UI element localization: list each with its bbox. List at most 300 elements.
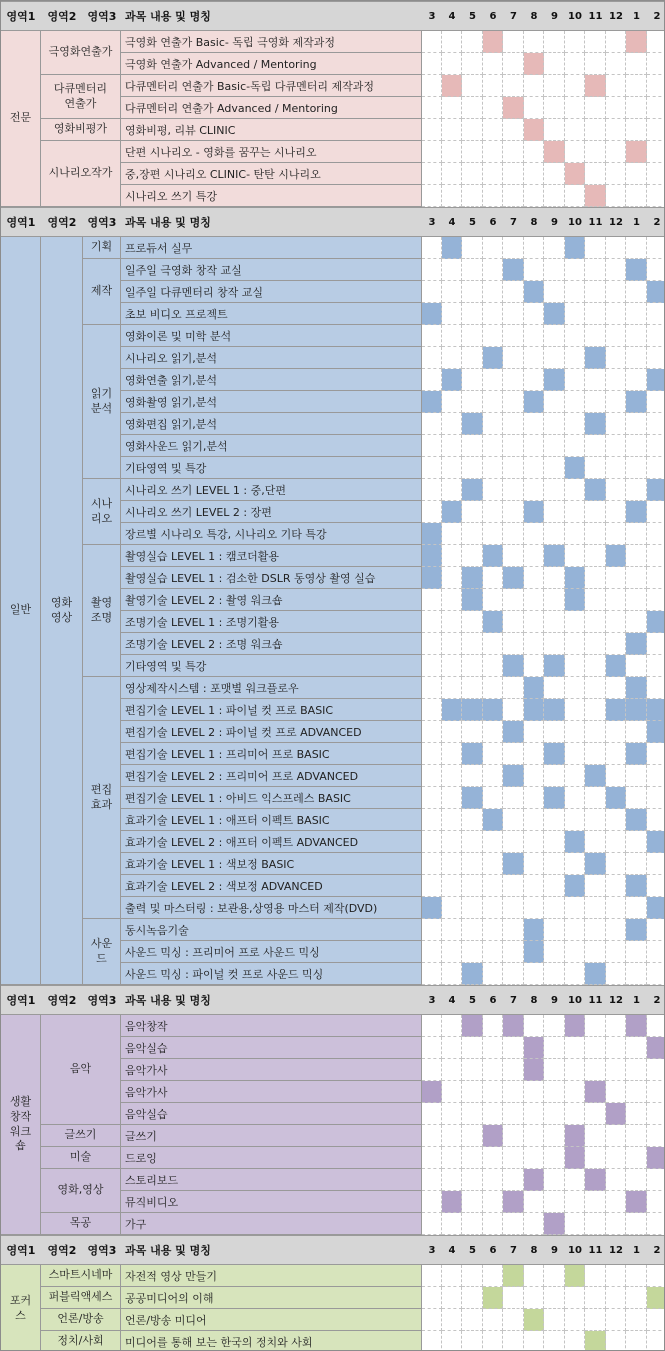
schedule-mark <box>626 259 647 281</box>
schedule-cell <box>647 303 665 325</box>
header-month: 4 <box>448 994 456 1006</box>
schedule-cell <box>442 1037 462 1059</box>
schedule-mark <box>565 589 585 611</box>
area3-label: 사운 드 <box>83 919 121 985</box>
schedule-cell <box>626 185 647 207</box>
header-area2: 영역2 <box>47 216 77 229</box>
schedule-cell <box>462 31 483 53</box>
course-title: 중,장편 시나리오 CLINIC- 탄탄 시나리오 <box>121 163 422 185</box>
area2-label: 영화비평가 <box>41 119 121 141</box>
schedule-cell <box>565 1081 585 1103</box>
schedule-cell <box>647 53 665 75</box>
schedule-cell <box>606 369 626 391</box>
schedule-cell <box>606 1287 626 1309</box>
course-title: 극영화 연출가 Advanced / Mentoring <box>121 53 422 75</box>
schedule-cell <box>565 281 585 303</box>
schedule-cell <box>647 1191 665 1213</box>
schedule-cell <box>503 1125 524 1147</box>
schedule-cell <box>442 303 462 325</box>
schedule-mark <box>606 699 626 721</box>
course-title: 영화비평, 리뷰 CLINIC <box>121 119 422 141</box>
schedule-cell <box>422 1265 442 1287</box>
schedule-cell <box>647 809 665 831</box>
schedule-cell <box>606 1015 626 1037</box>
schedule-cell <box>524 259 544 281</box>
schedule-cell <box>524 589 544 611</box>
schedule-cell <box>462 1265 483 1287</box>
schedule-cell <box>544 809 565 831</box>
schedule-cell <box>544 119 565 141</box>
schedule-cell <box>503 677 524 699</box>
schedule-cell <box>626 369 647 391</box>
schedule-cell <box>544 1287 565 1309</box>
schedule-cell <box>462 1287 483 1309</box>
schedule-cell <box>462 53 483 75</box>
schedule-cell <box>626 1103 647 1125</box>
schedule-cell <box>626 1331 647 1351</box>
area3-label: 기획 <box>83 237 121 259</box>
header-month: 11 <box>588 994 603 1006</box>
area2-label: 영화 영상 <box>41 237 83 985</box>
area1-label: 전문 <box>1 31 41 207</box>
course-title: 초보 비디오 프로젝트 <box>121 303 422 325</box>
schedule-cell <box>483 479 503 501</box>
schedule-cell <box>442 457 462 479</box>
schedule-cell <box>503 479 524 501</box>
schedule-cell <box>647 853 665 875</box>
schedule-mark <box>462 1015 483 1037</box>
schedule-cell <box>422 831 442 853</box>
schedule-cell <box>442 325 462 347</box>
schedule-cell <box>585 1015 606 1037</box>
schedule-cell <box>544 677 565 699</box>
schedule-cell <box>442 53 462 75</box>
schedule-cell <box>647 919 665 941</box>
schedule-cell <box>647 787 665 809</box>
schedule-cell <box>585 919 606 941</box>
schedule-cell <box>524 963 544 985</box>
schedule-cell <box>442 1147 462 1169</box>
schedule-cell <box>647 1125 665 1147</box>
schedule-cell <box>524 163 544 185</box>
schedule-cell <box>442 163 462 185</box>
schedule-cell <box>565 1331 585 1351</box>
header-month: 7 <box>510 994 517 1006</box>
schedule-cell <box>462 1037 483 1059</box>
schedule-cell <box>422 1309 442 1331</box>
schedule-cell <box>422 1331 442 1351</box>
schedule-cell <box>503 897 524 919</box>
schedule-cell <box>442 787 462 809</box>
schedule-cell <box>585 831 606 853</box>
header-month: 11 <box>588 10 603 22</box>
schedule-cell <box>524 853 544 875</box>
schedule-mark <box>442 369 462 391</box>
schedule-cell <box>524 743 544 765</box>
schedule-cell <box>422 1015 442 1037</box>
schedule-mark <box>524 281 544 303</box>
course-title: 편집기술 LEVEL 2 : 프리미어 프로 ADVANCED <box>121 765 422 787</box>
schedule-mark <box>442 1191 462 1213</box>
schedule-cell <box>442 281 462 303</box>
schedule-cell <box>626 303 647 325</box>
schedule-cell <box>585 501 606 523</box>
schedule-cell <box>606 325 626 347</box>
schedule-mark <box>442 699 462 721</box>
schedule-cell <box>606 633 626 655</box>
schedule-cell <box>544 853 565 875</box>
schedule-cell <box>626 1265 647 1287</box>
schedule-cell <box>565 721 585 743</box>
course-title: 편집기술 LEVEL 2 : 파이널 컷 프로 ADVANCED <box>121 721 422 743</box>
schedule-cell <box>524 369 544 391</box>
header-month: 2 <box>653 994 661 1006</box>
schedule-cell <box>503 325 524 347</box>
header-month: 9 <box>551 10 558 22</box>
course-title: 다큐멘터리 연출가 Basic-독립 다큐멘터리 제작과정 <box>121 75 422 97</box>
schedule-cell <box>442 523 462 545</box>
schedule-cell <box>483 259 503 281</box>
schedule-cell <box>462 677 483 699</box>
schedule-cell <box>442 97 462 119</box>
schedule-mark <box>585 963 606 985</box>
schedule-cell <box>483 1059 503 1081</box>
schedule-mark <box>565 1015 585 1037</box>
header-month: 6 <box>489 1244 497 1256</box>
schedule-cell <box>585 743 606 765</box>
schedule-mark <box>647 281 665 303</box>
header-month: 1 <box>633 216 640 228</box>
schedule-cell <box>503 1169 524 1191</box>
schedule-cell <box>606 765 626 787</box>
header-month: 5 <box>469 994 476 1006</box>
schedule-cell <box>422 53 442 75</box>
schedule-cell <box>585 119 606 141</box>
schedule-cell <box>524 413 544 435</box>
schedule-mark <box>647 831 665 853</box>
schedule-cell <box>544 1309 565 1331</box>
schedule-mark <box>503 259 524 281</box>
schedule-cell <box>626 75 647 97</box>
course-title: 영화편집 읽기,분석 <box>121 413 422 435</box>
schedule-cell <box>462 545 483 567</box>
schedule-cell <box>524 721 544 743</box>
schedule-cell <box>422 611 442 633</box>
schedule-mark <box>524 501 544 523</box>
schedule-cell <box>647 237 665 259</box>
schedule-cell <box>483 369 503 391</box>
schedule-mark <box>626 919 647 941</box>
course-title: 음악창작 <box>121 1015 422 1037</box>
schedule-cell <box>462 457 483 479</box>
header-month: 5 <box>469 10 476 22</box>
course-title: 스토리보드 <box>121 1169 422 1191</box>
schedule-cell <box>626 721 647 743</box>
schedule-cell <box>544 1059 565 1081</box>
schedule-mark <box>544 141 565 163</box>
schedule-mark <box>585 1169 606 1191</box>
header-month: 12 <box>609 994 623 1006</box>
schedule-cell <box>462 281 483 303</box>
header-area2: 영역2 <box>47 994 77 1007</box>
schedule-cell <box>585 391 606 413</box>
schedule-cell <box>565 743 585 765</box>
schedule-cell <box>647 1309 665 1331</box>
schedule-cell <box>422 1037 442 1059</box>
schedule-cell <box>626 765 647 787</box>
schedule-cell <box>565 501 585 523</box>
header-month: 5 <box>469 1244 476 1256</box>
course-title: 편집기술 LEVEL 1 : 프리미어 프로 BASIC <box>121 743 422 765</box>
schedule-cell <box>483 303 503 325</box>
schedule-cell <box>483 721 503 743</box>
schedule-cell <box>606 185 626 207</box>
schedule-cell <box>544 1331 565 1351</box>
area2-label: 정치/사회 <box>41 1331 121 1351</box>
header-month: 4 <box>448 10 456 22</box>
course-title: 음악가사 <box>121 1081 422 1103</box>
schedule-cell <box>483 875 503 897</box>
schedule-cell <box>544 97 565 119</box>
schedule-cell <box>606 1125 626 1147</box>
schedule-cell <box>544 325 565 347</box>
schedule-cell <box>647 347 665 369</box>
schedule-cell <box>585 1059 606 1081</box>
schedule-cell <box>565 545 585 567</box>
schedule-cell <box>565 413 585 435</box>
schedule-cell <box>585 1191 606 1213</box>
schedule-cell <box>585 141 606 163</box>
schedule-cell <box>544 1037 565 1059</box>
course-title: 일주일 극영화 창작 교실 <box>121 259 422 281</box>
course-title: 단편 시나리오 - 영화를 꿈꾸는 시나리오 <box>121 141 422 163</box>
schedule-cell <box>544 185 565 207</box>
schedule-cell <box>483 853 503 875</box>
header-month: 10 <box>568 994 582 1006</box>
schedule-cell <box>442 853 462 875</box>
schedule-cell <box>524 765 544 787</box>
schedule-cell <box>565 369 585 391</box>
schedule-cell <box>524 831 544 853</box>
schedule-cell <box>483 897 503 919</box>
schedule-cell <box>422 875 442 897</box>
schedule-mark <box>503 853 524 875</box>
schedule-cell <box>647 633 665 655</box>
schedule-cell <box>524 237 544 259</box>
schedule-cell <box>462 1059 483 1081</box>
schedule-cell <box>483 919 503 941</box>
schedule-cell <box>503 963 524 985</box>
schedule-cell <box>565 347 585 369</box>
schedule-cell <box>544 611 565 633</box>
schedule-cell <box>606 1147 626 1169</box>
schedule-cell <box>483 567 503 589</box>
schedule-mark <box>565 567 585 589</box>
schedule-cell <box>483 1081 503 1103</box>
schedule-cell <box>626 611 647 633</box>
schedule-cell <box>647 97 665 119</box>
schedule-cell <box>524 141 544 163</box>
schedule-cell <box>647 413 665 435</box>
schedule-cell <box>647 141 665 163</box>
schedule-mark <box>585 479 606 501</box>
schedule-cell <box>483 523 503 545</box>
schedule-cell <box>626 97 647 119</box>
course-title: 시나리오 쓰기 LEVEL 2 : 장편 <box>121 501 422 523</box>
area2-label: 음악 <box>41 1015 121 1125</box>
schedule-cell <box>422 413 442 435</box>
schedule-cell <box>483 1265 503 1287</box>
schedule-mark <box>626 875 647 897</box>
schedule-mark <box>585 413 606 435</box>
header-month: 7 <box>510 10 517 22</box>
schedule-cell <box>647 523 665 545</box>
schedule-cell <box>442 743 462 765</box>
schedule-cell <box>544 259 565 281</box>
schedule-cell <box>462 325 483 347</box>
schedule-cell <box>606 457 626 479</box>
schedule-cell <box>442 1125 462 1147</box>
schedule-cell <box>422 347 442 369</box>
schedule-cell <box>647 1103 665 1125</box>
header-month: 6 <box>489 216 497 228</box>
header-area3: 영역3 <box>87 216 117 229</box>
schedule-cell <box>585 633 606 655</box>
course-title: 프로듀서 실무 <box>121 237 422 259</box>
schedule-cell <box>483 435 503 457</box>
course-title: 영화연출 읽기,분석 <box>121 369 422 391</box>
schedule-cell <box>462 391 483 413</box>
schedule-cell <box>585 941 606 963</box>
section-header <box>1 1235 664 1265</box>
header-month: 1 <box>633 10 640 22</box>
schedule-mark <box>585 185 606 207</box>
schedule-cell <box>442 1081 462 1103</box>
schedule-cell <box>462 1125 483 1147</box>
area3-label: 제작 <box>83 259 121 325</box>
schedule-cell <box>565 1191 585 1213</box>
area2-label: 미술 <box>41 1147 121 1169</box>
schedule-cell <box>442 185 462 207</box>
schedule-cell <box>483 787 503 809</box>
schedule-cell <box>585 1309 606 1331</box>
header-month: 9 <box>551 1244 558 1256</box>
schedule-cell <box>585 259 606 281</box>
schedule-cell <box>585 281 606 303</box>
schedule-cell <box>503 743 524 765</box>
course-title: 동시녹음기술 <box>121 919 422 941</box>
schedule-cell <box>524 303 544 325</box>
schedule-cell <box>606 435 626 457</box>
schedule-cell <box>585 589 606 611</box>
header-month: 2 <box>653 10 661 22</box>
schedule-cell <box>565 1169 585 1191</box>
course-title: 드로잉 <box>121 1147 422 1169</box>
schedule-cell <box>483 633 503 655</box>
course-title: 일주일 다큐멘터리 창작 교실 <box>121 281 422 303</box>
schedule-cell <box>462 303 483 325</box>
header-area3: 영역3 <box>87 10 117 23</box>
schedule-cell <box>585 325 606 347</box>
schedule-cell <box>565 1213 585 1235</box>
schedule-cell <box>524 1147 544 1169</box>
schedule-cell <box>544 53 565 75</box>
schedule-cell <box>442 963 462 985</box>
header-month: 1 <box>633 994 640 1006</box>
header-course: 과목 내용 및 명칭 <box>125 10 211 23</box>
schedule-cell <box>483 1037 503 1059</box>
schedule-mark <box>483 809 503 831</box>
schedule-cell <box>503 31 524 53</box>
schedule-cell <box>524 655 544 677</box>
schedule-mark <box>565 831 585 853</box>
schedule-cell <box>585 567 606 589</box>
schedule-cell <box>606 1191 626 1213</box>
schedule-cell <box>483 1147 503 1169</box>
header-area2: 영역2 <box>47 10 77 23</box>
schedule-mark <box>626 633 647 655</box>
schedule-cell <box>422 119 442 141</box>
schedule-cell <box>606 567 626 589</box>
schedule-cell <box>606 347 626 369</box>
schedule-cell <box>565 185 585 207</box>
schedule-mark <box>626 699 647 721</box>
schedule-cell <box>524 325 544 347</box>
schedule-cell <box>585 31 606 53</box>
course-title: 공공미디어의 이해 <box>121 1287 422 1309</box>
schedule-cell <box>462 435 483 457</box>
schedule-cell <box>585 699 606 721</box>
schedule-mark <box>503 97 524 119</box>
schedule-cell <box>626 963 647 985</box>
schedule-cell <box>483 1015 503 1037</box>
area2-label: 글쓰기 <box>41 1125 121 1147</box>
header-month: 8 <box>530 10 538 22</box>
schedule-cell <box>606 853 626 875</box>
schedule-cell <box>565 31 585 53</box>
header-month: 9 <box>551 994 558 1006</box>
schedule-cell <box>442 1059 462 1081</box>
schedule-cell <box>544 523 565 545</box>
schedule-cell <box>462 941 483 963</box>
schedule-mark <box>524 941 544 963</box>
schedule-cell <box>544 435 565 457</box>
schedule-cell <box>442 721 462 743</box>
schedule-cell <box>606 1169 626 1191</box>
schedule-cell <box>647 875 665 897</box>
schedule-cell <box>606 163 626 185</box>
schedule-cell <box>524 809 544 831</box>
course-title: 영화사운드 읽기,분석 <box>121 435 422 457</box>
schedule-cell <box>503 699 524 721</box>
schedule-cell <box>442 809 462 831</box>
schedule-cell <box>442 1103 462 1125</box>
schedule-cell <box>483 1169 503 1191</box>
schedule-cell <box>565 655 585 677</box>
schedule-cell <box>442 391 462 413</box>
course-title: 뮤직비디오 <box>121 1191 422 1213</box>
schedule-cell <box>462 141 483 163</box>
schedule-cell <box>544 75 565 97</box>
schedule-cell <box>483 391 503 413</box>
schedule-cell <box>524 1331 544 1351</box>
schedule-cell <box>422 853 442 875</box>
header-month: 7 <box>510 1244 517 1256</box>
schedule-cell <box>626 1169 647 1191</box>
schedule-cell <box>524 1287 544 1309</box>
schedule-cell <box>503 435 524 457</box>
schedule-mark <box>565 237 585 259</box>
